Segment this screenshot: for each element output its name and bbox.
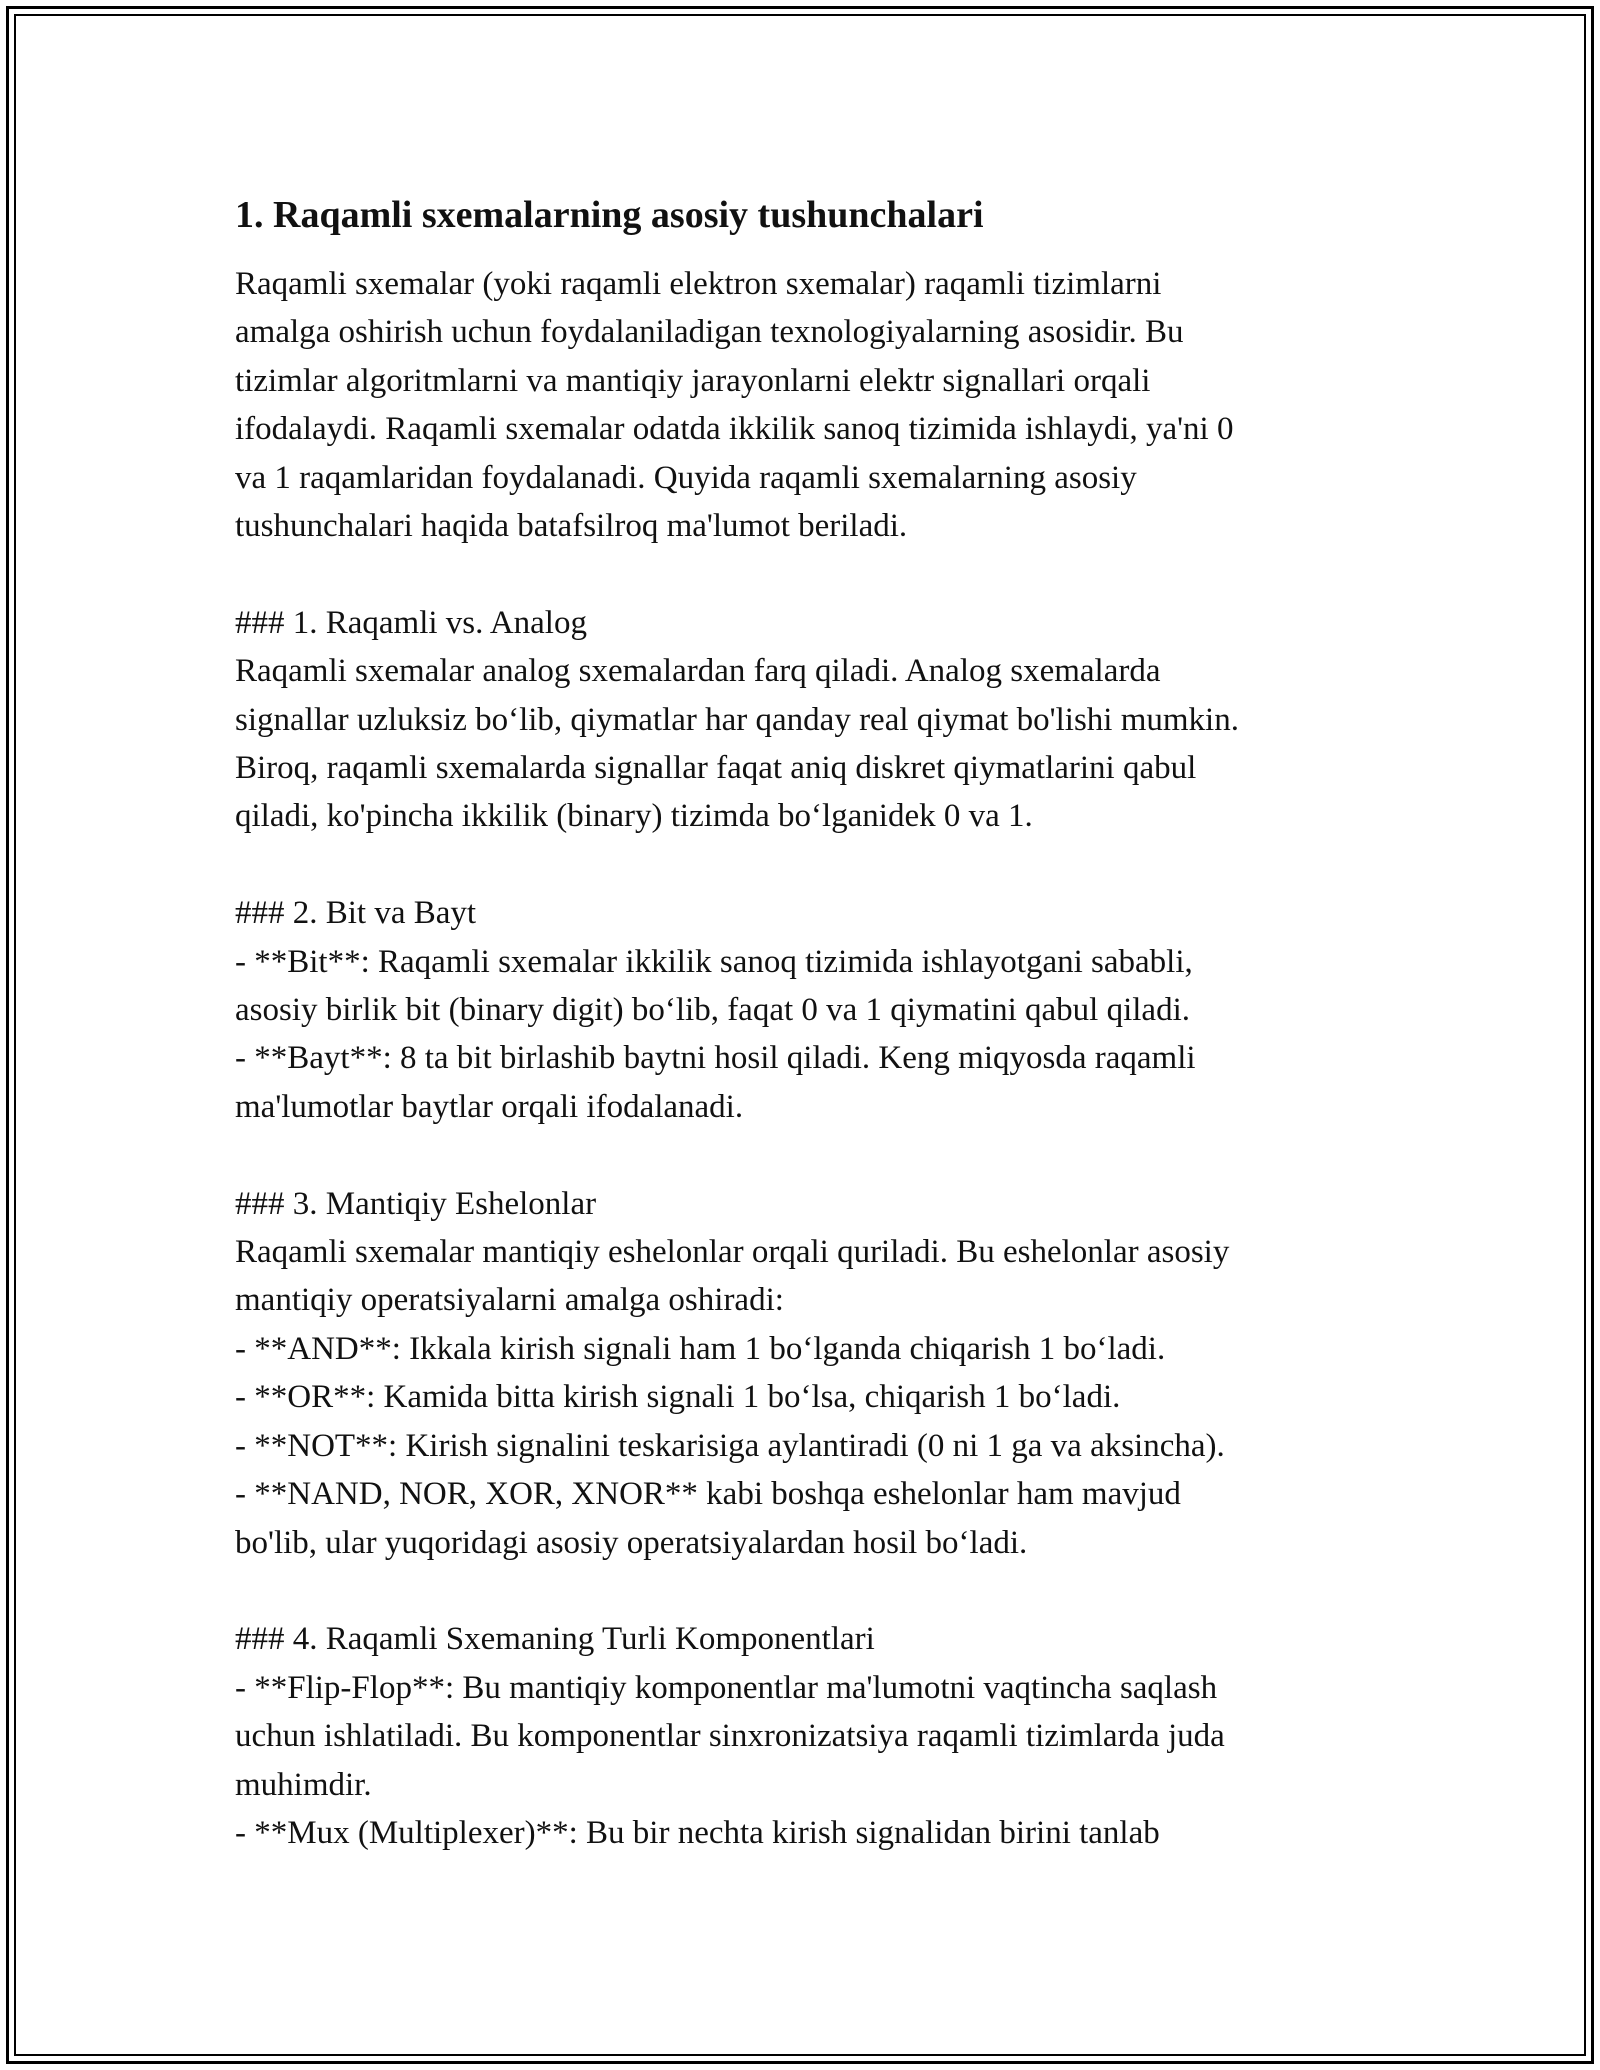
section-heading-3: ### 3. Mantiqiy Eshelonlar (235, 1185, 597, 1222)
section-body-2: - **Bit**: Raqamli sxemalar ikkilik sanoq tizimida ishlayotgani sababli, asosiy birlik bit (binary digit) bo‘lib, faqat 0 va 1 qiymatini qabul qiladi. - **Bayt**: 8 ta bit birlashib baytni hosil qiladi. Keng miqyosda raqamli ma'lumotlar baytlar orqali ifodalanadi. (235, 943, 1196, 1125)
section-body-4: - **Flip-Flop**: Bu mantiqiy komponentlar ma'lumotni vaqtincha saqlash uchun ishlatiladi. Bu komponentlar sinxronizatsiya raqamli tizimlarda juda muhimdir. - **Mux (Multiplexer)**: Bu bir nechta kirish signalidan birini tanlab (235, 1669, 1225, 1851)
section-heading-4: ### 4. Raqamli Sxemaning Turli Komponentlari (235, 1621, 875, 1658)
section-gap (235, 841, 1365, 889)
section-body-1: Raqamli sxemalar analog sxemalardan farq qiladi. Analog sxemalarda signallar uzluksiz bo‘lib, qiymatlar har qanday real qiymat bo'lishi mumkin. Biroq, raqamli sxemalarda signallar faqat aniq diskret qiymatlarini qabul qiladi, ko'pincha ikkilik (binary) tizimda bo‘lganidek 0 va 1. (235, 653, 1239, 835)
intro-paragraph: Raqamli sxemalar (yoki raqamli elektron sxemalar) raqamli tizimlarni amalga oshirish uchun foydalaniladigan texnologiyalarning asosidir. Bu tizimlar algoritmlarni va mantiqiy jarayonlarni elektr signallari orqali ifodalaydi. Raqamli sxemalar odatda ikkilik sanoq tizimida ishlaydi, ya'ni 0 va 1 raqamlaridan foydalanadi. Quyida raqamli sxemalarning asosiy tushunchalari haqida batafsilroq ma'lumot beriladi. (235, 266, 1234, 545)
document-title: 1. Raqamli sxemalarning asosiy tushunchalari (235, 194, 984, 236)
section-heading-2: ### 2. Bit va Bayt (235, 895, 477, 932)
section-gap (235, 1567, 1365, 1615)
section-body-3: Raqamli sxemalar mantiqiy eshelonlar orqali quriladi. Bu eshelonlar asosiy mantiqiy operatsiyalarni amalga oshiradi: - **AND**: Ikkala kirish signali ham 1 bo‘lganda chiqarish 1 bo‘ladi. - **OR**: Kamida bitta kirish signali 1 bo‘lsa, chiqarish 1 bo‘ladi. - **NOT**: Kirish signalini teskarisiga aylantiradi (0 ni 1 ga va aksincha). - **NAND, NOR, XOR, XNOR** kabi boshqa eshelonlar ham mavjud bo'lib, ular yuqoridagi asosiy operatsiyalardan hosil bo‘ladi. (235, 1234, 1230, 1561)
section-heading-1: ### 1. Raqamli vs. Analog (235, 604, 587, 641)
section-gap (235, 550, 1365, 598)
document-body (235, 180, 1365, 1857)
section-gap (235, 1131, 1365, 1179)
